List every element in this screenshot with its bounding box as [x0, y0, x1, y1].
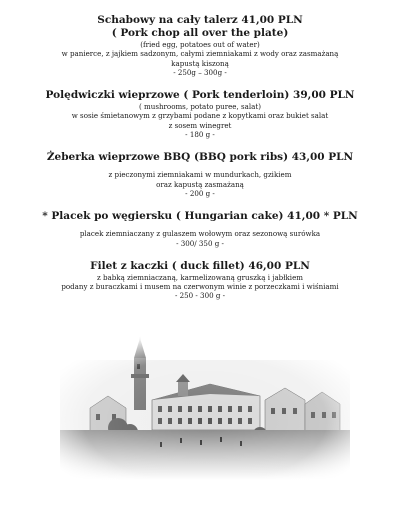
- menu-item-title: Filet z kaczki ( duck fillet) 46,00 PLN: [90, 259, 310, 272]
- menu-list: [0, 14, 400, 301]
- menu-item-title: Żeberka wieprzowe BBQ (BBQ pork ribs) 43,00 PLN: [46, 151, 354, 164]
- menu-item-description: (fried egg, potatoes out of water): [140, 40, 260, 49]
- menu-item-description: oraz kapustą zasmażaną: [156, 179, 244, 189]
- menu-item-description: z babką ziemniaczaną, karmelizowaną gruszką i jabłkiem: [96, 272, 304, 282]
- menu-item-poledwiczki: [0, 89, 400, 139]
- menu-item-weight: - 250 - 300 g -: [174, 291, 226, 301]
- menu-item-description: kapustą kiszoną: [171, 58, 229, 68]
- menu-item-zeberka: [0, 151, 400, 198]
- menu-item-description: z sosem winegret: [168, 120, 232, 130]
- old-town-square-illustration: [60, 330, 350, 480]
- menu-item-title-en: ( Pork chop all over the plate): [111, 27, 289, 39]
- menu-item-weight: - 300/ 350 g -: [176, 238, 224, 248]
- menu-item-weight: - 180 g -: [185, 130, 215, 140]
- menu-item-title: Polędwiczki wieprzowe ( Pork tenderloin) 39,00 PLN: [45, 89, 355, 102]
- menu-item-filet-z-kaczki: [0, 260, 400, 301]
- menu-item-weight: - 200 g -: [185, 188, 215, 198]
- menu-item-description: w sosie śmietanowym z grzybami podane z kopytkami oraz bukiet salat: [71, 111, 329, 121]
- menu-item-description: z pieczonymi ziemniakami w mundurkach, gzikiem: [108, 170, 292, 180]
- menu-item-description: w panierce, z jajkiem sadzonym, całymi ziemniakami z wody oraz zasmażaną: [61, 49, 339, 59]
- menu-item-schabowy: [0, 14, 400, 77]
- menu-item-weight: - 250g – 300g -: [173, 67, 227, 77]
- menu-item-title: Schabowy na cały talerz 41,00 PLN: [97, 14, 303, 26]
- menu-item-description: placek ziemniaczany z gulaszem wołowym oraz sezonową surówka: [79, 229, 321, 239]
- menu-item-placek: [0, 210, 400, 248]
- menu-item-title: * Placek po węgiersku ( Hungarian cake) 41,00 * PLN: [42, 210, 358, 223]
- menu-item-description: ( mushrooms, potato puree, salat): [139, 102, 261, 112]
- menu-item-description: podany z buraczkami i musem na czerwonym winie z porzeczkami i wiśniami: [61, 282, 339, 292]
